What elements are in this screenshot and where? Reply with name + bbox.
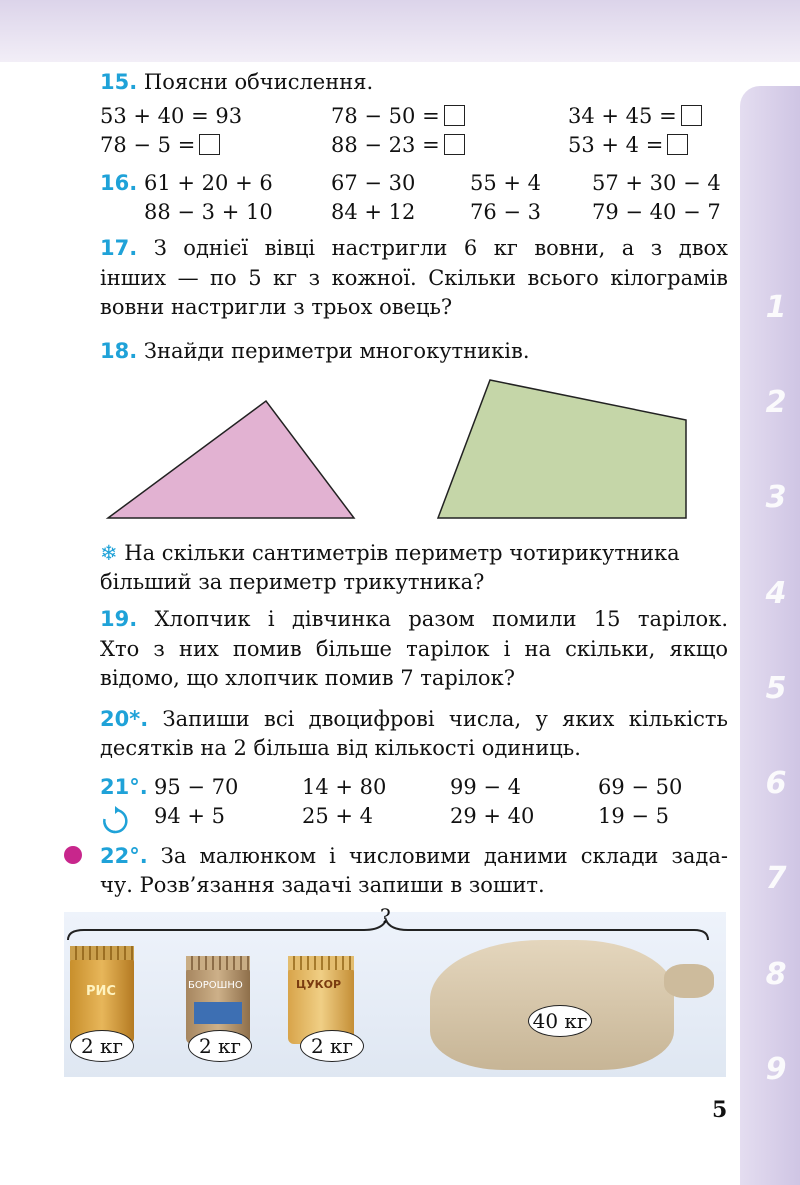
expression: 55 + 4 [470, 171, 542, 195]
task-19-line3: відомо, що хлопчик помив 7 тарілок? [100, 666, 515, 690]
expression: 95 − 70 [154, 775, 239, 799]
task-19-line2: Хто з них помив більше тарілок і на скільки, якщо [100, 637, 728, 661]
polygons-figure [0, 0, 740, 540]
tab-4: 4 [765, 576, 787, 611]
task-number: 17. [100, 236, 138, 260]
weight-label: 2 кг [188, 1030, 252, 1062]
tab-2: 2 [765, 385, 787, 420]
task-22-line2: чу. Розв’язання задачі запиши в зошит. [100, 873, 545, 897]
expression: 14 + 80 [302, 775, 387, 799]
task-number: 18. [100, 339, 138, 363]
task-number: 19. [100, 607, 138, 631]
task-20-line2: десятків на 2 більша від кількості одиниць. [100, 736, 581, 760]
question-mark: ? [380, 904, 391, 928]
expression: 19 − 5 [598, 804, 670, 828]
task-number: 21°. [100, 775, 148, 799]
expression: 29 + 40 [450, 804, 535, 828]
expression: 34 + 45 = [568, 104, 677, 128]
task-text: Поясни обчислення. [143, 70, 374, 94]
task-20-line1: 20*. Запиши всі двоцифрові числа, у яких кількість [100, 707, 728, 731]
bag-label: ЦУКОР [296, 978, 342, 991]
task-19-line1: 19. Хлопчик і дівчинка разом помили 15 тарілок. [100, 607, 728, 631]
tab-6: 6 [765, 766, 787, 801]
task-number: 20*. [100, 707, 149, 731]
task-17-line1: 17. З однієї вівці настригли 6 кг вовни, а з двох [100, 236, 728, 260]
bag-label: РИС [86, 984, 116, 999]
task-text: Знайди периметри многокутників. [143, 339, 530, 363]
sack-knot [664, 964, 714, 998]
chapter-tabs [740, 86, 800, 1185]
tab-3: 3 [765, 480, 787, 515]
task-17-line3: вовни настригли з трьох овець? [100, 295, 453, 319]
task-17-line2: інших — по 5 кг з кожної. Скільки всього кілограмів [100, 266, 728, 290]
expression: 88 − 3 + 10 [144, 200, 273, 224]
tab-5: 5 [765, 671, 787, 706]
task-22-line1: 22°. За малюнком і числовими даними склади зада- [100, 844, 728, 868]
expression: 78 − 5 = [100, 133, 196, 157]
tab-7: 7 [765, 861, 787, 896]
task-18-extra-line2: більший за периметр трикутника? [100, 570, 485, 594]
page-number: 5 [712, 1097, 728, 1123]
expression: 67 − 30 [331, 171, 416, 195]
weight-label: 2 кг [300, 1030, 364, 1062]
expression: 84 + 12 [331, 200, 416, 224]
bag-label: БОРОШНО [188, 980, 243, 991]
bag-top [288, 956, 354, 970]
weight-label: 2 кг [70, 1030, 134, 1062]
expression: 78 − 50 = [331, 104, 440, 128]
repeat-icon [100, 806, 130, 836]
expression: 99 − 4 [450, 775, 522, 799]
expression: 76 − 3 [470, 200, 542, 224]
tab-9: 9 [765, 1052, 787, 1087]
bag-top [70, 946, 134, 960]
bag-stripe [194, 1002, 242, 1024]
task-number: 16. [100, 171, 138, 195]
expression: 53 + 40 = 93 [100, 104, 243, 128]
expression: 57 + 30 − 4 [592, 171, 721, 195]
task-number: 22°. [100, 844, 148, 868]
task-number: 15. [100, 70, 138, 94]
tab-8: 8 [765, 957, 787, 992]
snowflake-icon: ❄ [100, 541, 118, 565]
expression: 53 + 4 = [568, 133, 664, 157]
expression: 25 + 4 [302, 804, 374, 828]
expression: 79 − 40 − 7 [592, 200, 721, 224]
bags-illustration [64, 904, 726, 1077]
bullet-icon [64, 846, 82, 864]
expression: 94 + 5 [154, 804, 226, 828]
sack-weight-label: 40 кг [528, 1005, 592, 1037]
task-21-number [100, 775, 148, 799]
tab-1: 1 [765, 290, 787, 325]
triangle [108, 401, 354, 518]
bag-top [186, 956, 250, 970]
quadrilateral [438, 380, 686, 518]
expression: 88 − 23 = [331, 133, 440, 157]
expression: 61 + 20 + 6 [144, 171, 273, 195]
task-18-extra-line1: ❄ На скільки сантиметрів периметр чотирикутника [100, 541, 680, 565]
expression: 69 − 50 [598, 775, 683, 799]
